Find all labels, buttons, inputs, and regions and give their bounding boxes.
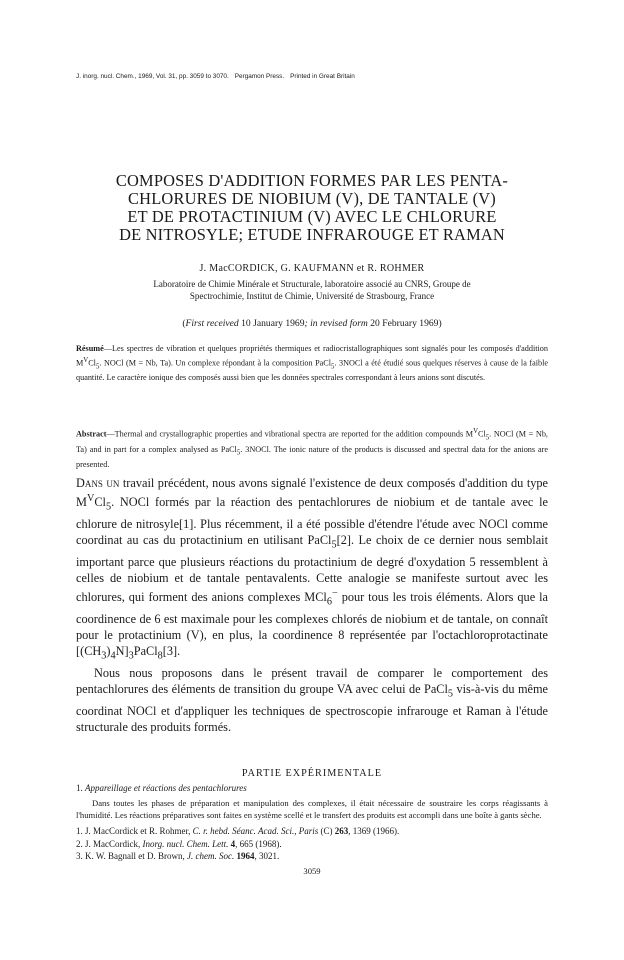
authors: J. MacCORDICK, G. KAUFMANN et R. ROHMER <box>199 263 425 274</box>
reference-journal: Inorg. nucl. Chem. Lett. <box>142 838 229 849</box>
body-text: pour tous les trois éléments. Alors que la coordinence de 6 est maximale pour les complexes chlorés de niobium et de tantale, on connaît pour le protactinium (V), en plus, la coordinence 8 représentée par l'octachloroprotactinate [(CH <box>76 590 548 659</box>
body-text: PaCl <box>133 644 158 659</box>
reference-list <box>76 825 548 863</box>
resume-paragraph <box>76 343 548 384</box>
subscript-3: 3 <box>128 650 134 662</box>
received-dates <box>70 318 554 329</box>
affiliation-line-2: Spectrochimie, Institut de Chimie, Université de Strasbourg, France <box>189 291 435 301</box>
body-text: vis-à-vis du même coordinat NOCl et d'appliquer les techniques de spectroscopie infrarouge et Raman à l'étude structurale des produits formés. <box>76 682 549 735</box>
header-publisher: Pergamon Press. <box>234 73 285 80</box>
reference-pages: , 665 (1968). <box>235 838 282 849</box>
abstract-text-2: Cl <box>478 429 486 439</box>
subsection-title: Appareillage et réactions des pentachlorures <box>85 783 247 793</box>
affiliation <box>70 278 554 302</box>
reference-item <box>76 850 548 863</box>
body-text: [3]. <box>162 644 181 659</box>
title-line-3: ET DE PROTACTINIUM (V) AVEC LE CHLORURE <box>127 207 497 226</box>
body-paragraph-1 <box>76 475 548 665</box>
resume-text-1: —Les spectres de vibration et quelques propriétés thermiques et radiocristallographiques sont signalés pour les composés d'addition M <box>76 344 548 368</box>
page-number: 3059 <box>303 866 321 876</box>
subsection-number: 1. <box>76 783 85 793</box>
subscript-6: 6 <box>326 596 332 608</box>
main-body <box>76 475 548 735</box>
subscript-5: 5 <box>236 449 241 457</box>
reference-number: 1. <box>76 826 85 836</box>
body-text: Cl <box>94 495 106 510</box>
first-received-date: 10 January 1969 <box>238 318 305 329</box>
subscript-5: 5 <box>331 362 335 370</box>
abstract-text-1: —Thermal and crystallographic properties and vibrational spectra are reported for the addition compounds M <box>106 429 474 439</box>
subscript-5: 5 <box>331 539 337 551</box>
header-printed: Printed in Great Britain <box>290 73 355 80</box>
header-citation: J. inorg. nucl. Chem., 1969, Vol. 31, pp. 3059 to 3070. <box>76 73 229 80</box>
date-separator: ; <box>304 318 311 329</box>
superscript-minus: − <box>331 588 338 600</box>
paren-open: ( <box>182 318 186 329</box>
preparation-paragraph: Dans toutes les phases de préparation et manipulation des complexes, il était nécessaire de soustraire les corps réagissants à l'humidité. Les réactions préparatives sont faites en système scellé et le transfert des produits est accompli dans une boîte à gants sèche. <box>76 798 548 820</box>
body-text: [2]. Le choix de ce dernier nous semblait important parce que plusieurs réactions du protactinium de degré d'oxydation 5 ressemblent à celles de niobium et de tantale pentavalents. Cette analogie se manifeste surtout avec les chlorures, qui forment des anions complexes MCl <box>76 533 548 605</box>
reference-authors: K. W. Bagnall et D. Brown, <box>85 851 187 861</box>
body-paragraph-2 <box>76 665 548 735</box>
paren-close: ) <box>438 318 442 329</box>
subscript-5: 5 <box>105 501 112 513</box>
body-lead-in: Dans un <box>76 476 120 490</box>
body-text: N] <box>115 644 129 659</box>
resume-label: Résumé <box>76 344 104 353</box>
body-text: Nous nous proposons dans le présent travail de comparer le comportement des pentachlorures des éléments de transition du groupe VA avec celui de PaCl <box>76 666 548 697</box>
subscript-5: 5 <box>95 362 100 370</box>
reference-volume: 4 <box>230 838 236 849</box>
subscript-5: 5 <box>485 434 490 442</box>
abstract-label: Abstract <box>76 429 107 439</box>
reference-authors: J. MacCordick et R. Rohmer, <box>85 826 193 836</box>
body-text: ) <box>106 644 111 659</box>
reference-journal: J. chem. Soc. <box>187 851 235 861</box>
revised-form-label: in revised form <box>310 318 368 329</box>
subscript-5: 5 <box>447 688 454 700</box>
section-heading: PARTIE EXPÉRIMENTALE <box>241 768 383 779</box>
reference-journal: C. r. hebd. Séanc. Acad. Sci., Paris <box>192 826 319 836</box>
abstract-text-3: . NOCl (M = Nb, Ta) and in part for a complex analysed as PaCl <box>76 429 548 454</box>
resume-text-3: . NOCl (M = Nb, Ta). Un complexe répondant à la composition PaCl <box>99 358 331 368</box>
reference-number: 3. <box>76 851 85 861</box>
superscript-v: V <box>83 356 89 364</box>
superscript-v: V <box>473 428 478 435</box>
title-line-4: DE NITROSYLE; ETUDE INFRAROUGE ET RAMAN <box>119 225 505 244</box>
revised-date: 20 February 1969 <box>367 318 439 329</box>
resume-text-4: . 3NOCl a été étudié sous quelques réserves à cause de la faible quantité. Le caractère ionique des composés aussi bien que les données spectrales correspondant à leurs anions sont discutés. <box>76 358 548 383</box>
subscript-4: 4 <box>110 650 116 662</box>
reference-pages: , 1369 (1966). <box>348 826 400 836</box>
reference-series: (C) <box>318 826 335 836</box>
subsection-heading <box>76 783 548 793</box>
body-text: . NOCl formés par la réaction des pentachlorures de niobium et de tantale avec le chlorure de nitrosyle[1]. Plus récemment, il a été possible d'étendre l'étude avec NOCl comme coordinat au cas du protactinium en utilisant PaCl <box>76 495 548 548</box>
reference-item <box>76 825 548 838</box>
article-title <box>70 172 554 244</box>
reference-pages: , 3021. <box>254 851 280 861</box>
reference-volume: 1964 <box>236 851 255 861</box>
superscript-v: V <box>86 493 95 505</box>
reference-volume: 263 <box>334 826 349 836</box>
resume-text-2: Cl <box>88 358 96 368</box>
subscript-3: 3 <box>101 650 107 662</box>
body-text: travail précédent, nous avons signalé l'existence de deux composés d'addition du type M <box>76 476 548 510</box>
subscript-8: 8 <box>157 650 163 662</box>
first-received-label: First received <box>185 318 239 329</box>
reference-number: 2. <box>76 838 85 849</box>
title-line-2: CHLORURES DE NIOBIUM (V), DE TANTALE (V) <box>128 189 496 208</box>
affiliation-line-1: Laboratoire de Chimie Minérale et Structurale, laboratoire associé au CNRS, Groupe de <box>153 279 471 289</box>
abstract-text-4: . 3NOCl. The ionic nature of the products is discussed and spectral data for the anions are presented. <box>76 444 548 470</box>
reference-item <box>76 838 548 851</box>
running-header <box>76 73 556 80</box>
reference-authors: J. MacCordick, <box>85 838 143 849</box>
title-line-1: COMPOSES D'ADDITION FORMES PAR LES PENTA- <box>115 171 509 190</box>
abstract-paragraph <box>76 426 548 471</box>
